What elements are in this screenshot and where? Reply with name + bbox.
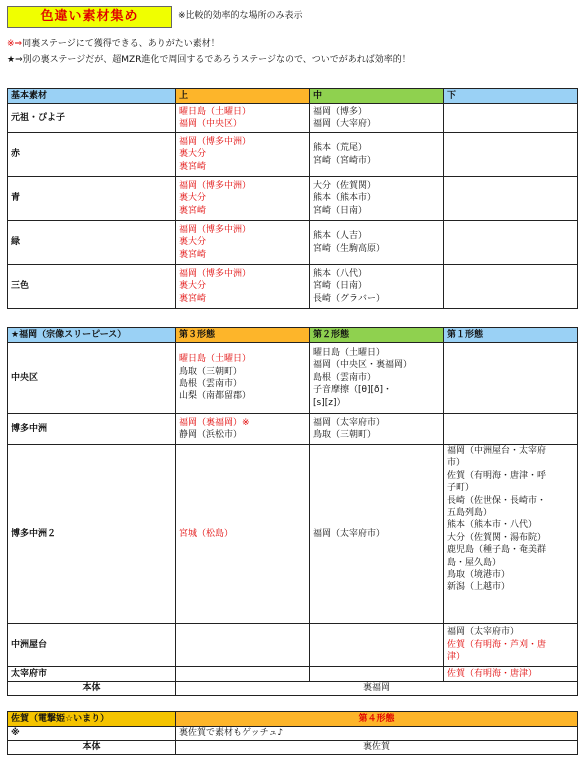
table-row: [8, 741, 578, 755]
table-row: [8, 667, 578, 682]
table-header-row: [8, 89, 578, 104]
cell-line: 裏大分: [179, 237, 207, 248]
cell-line: 鳥取（三朝町）: [179, 366, 243, 377]
footer-value: 裏福岡: [176, 682, 578, 696]
cell-line: 大分（佐賀関）: [313, 180, 377, 191]
form-2-cell: [310, 445, 444, 624]
cell-line: 宮崎（日南）: [313, 281, 368, 292]
cell-line: 鹿児島（種子島・奄美群: [447, 545, 547, 556]
table-row: [8, 104, 578, 133]
cell-line: 津）: [447, 652, 466, 663]
cell-line: 長崎（佐世保・長崎市・: [447, 495, 547, 506]
row-label: 赤: [8, 133, 176, 177]
cell-line: 曜日島（土曜日）: [179, 354, 252, 365]
cell-line: 島・屋久島）: [447, 557, 502, 568]
page-title: 色違い素材集め: [7, 6, 172, 28]
table-header-row: [8, 712, 578, 727]
cell-line: 五島列島）: [447, 508, 493, 519]
cell-line: 鳥取（境港市）: [447, 570, 511, 581]
form-3-cell: [176, 445, 310, 624]
cell-line: 島根（雲南市）: [179, 379, 243, 389]
cell-line: 裏大分: [179, 281, 207, 292]
form-3-cell: [176, 624, 310, 667]
cell-line: 新潟（上越市）: [447, 582, 511, 593]
table-row: [8, 177, 578, 221]
form-1-cell: [444, 667, 578, 682]
table-row: [8, 343, 578, 414]
row-label: 緑: [8, 221, 176, 265]
row-label: 太宰府市: [8, 667, 176, 682]
lower-cell: [444, 265, 578, 309]
header-form-2: 第２形態: [310, 328, 444, 343]
header-basic-material: 基本素材: [8, 89, 176, 104]
fukuoka-table: [7, 327, 578, 696]
cell-line: 子町）: [447, 483, 475, 494]
form-2-cell: [310, 343, 444, 414]
lower-cell: [444, 177, 578, 221]
cell-line: 裏宮崎: [179, 293, 207, 304]
lower-cell: [444, 221, 578, 265]
footer-row: [8, 682, 578, 696]
cell-line: 福岡（博多中洲）: [179, 224, 252, 235]
row-label: 中央区: [8, 343, 176, 414]
table-row: [8, 265, 578, 309]
cell-line: 市）: [447, 458, 466, 469]
cell-line: 宮崎（日南）: [313, 205, 368, 216]
lower-cell: [444, 133, 578, 177]
form-1-cell: [444, 414, 578, 445]
cell-line: 熊本（荒尾）: [313, 143, 368, 154]
row-label: 三色: [8, 265, 176, 309]
legend-mark: ※⇒: [7, 39, 23, 49]
table-row: [8, 727, 578, 741]
form-3-cell: [176, 667, 310, 682]
cell-line: 福岡（太宰府市）: [313, 417, 386, 428]
cell-line: 裏宮崎: [179, 249, 207, 260]
note-label: ※: [8, 727, 176, 741]
cell-line: 長崎（グラバー）: [313, 293, 386, 304]
upper-cell: [176, 133, 310, 177]
header-form-3: 第３形態: [176, 328, 310, 343]
row-label: 青: [8, 177, 176, 221]
cell-line: 福岡（裏福岡）※: [179, 417, 250, 428]
cell-line: 山梨（南都留郡）: [179, 391, 252, 402]
cell-line: 鳥取（三朝町）: [313, 430, 377, 440]
cell-line: 福岡（大宰府）: [313, 119, 377, 129]
cell-line: [s][z]）: [313, 397, 346, 408]
cell-line: 熊本（八代）: [313, 268, 368, 279]
cell-line: 福岡（中央区・裏福岡）: [313, 360, 413, 371]
cell-line: 大分（佐賀関・湯布院）: [447, 532, 547, 543]
middle-cell: [310, 104, 444, 133]
form-1-cell: [444, 445, 578, 624]
upper-cell: [176, 265, 310, 309]
form-3-cell: [176, 343, 310, 414]
cell-line: 曜日島（土曜日）: [179, 106, 252, 117]
form-2-cell: [310, 414, 444, 445]
form-2-cell: [310, 667, 444, 682]
form-1-cell: [444, 624, 578, 667]
lower-cell: [444, 104, 578, 133]
footer-label: 本体: [8, 741, 176, 755]
form-3-cell: [176, 414, 310, 445]
cell-line: 福岡（博多）: [313, 106, 368, 117]
table-row: [8, 445, 578, 624]
cell-line: 宮崎（生駒高原）: [313, 243, 386, 254]
footer-value: 裏佐賀: [176, 741, 578, 755]
note-value: 裏佐賀で素材もゲッチュ♪: [176, 727, 578, 741]
table-row: [8, 133, 578, 177]
cell-line: 福岡（博多中洲）: [179, 136, 252, 147]
cell-line: 裏宮崎: [179, 205, 207, 216]
upper-cell: [176, 221, 310, 265]
cell-line: 佐賀（有明海・唐津・呼: [447, 470, 547, 481]
middle-cell: [310, 221, 444, 265]
cell-line: 佐賀（有明海・唐津）: [447, 668, 538, 679]
cell-line: 福岡（博多中洲）: [179, 268, 252, 279]
table-row: [8, 414, 578, 445]
saga-table: [7, 711, 578, 755]
cell-line: 福岡（中洲屋台・太宰府: [447, 446, 547, 456]
middle-cell: [310, 265, 444, 309]
header-form-1: 第１形態: [444, 328, 578, 343]
cell-line: 裏宮崎: [179, 161, 207, 172]
basic-materials-table: [7, 88, 578, 309]
cell-line: 福岡（太宰府市）: [447, 627, 520, 638]
legend-line-2: ★⇒別の裏ステージだが、超MZR進化で周回するであろうステージなので、ついでがあれば効率的！: [7, 55, 411, 65]
cell-line: 曜日島（土曜日）: [313, 347, 386, 358]
cell-line: 福岡（博多中洲）: [179, 180, 252, 191]
header-upper: 上: [176, 89, 310, 104]
cell-line: 島根（雲南市）: [313, 372, 377, 383]
cell-line: 福岡（太宰府市）: [313, 528, 386, 539]
cell-line: 宮崎（宮崎市）: [313, 155, 377, 166]
cell-line: 熊本（人吉）: [313, 231, 368, 242]
cell-line: 佐賀（有明海・芦刈・唐: [447, 639, 547, 650]
table-row: [8, 221, 578, 265]
cell-line: 子音摩擦（[θ][ð]・: [313, 385, 393, 396]
cell-line: 静岡（浜松市）: [179, 430, 243, 440]
cell-line: 裏大分: [179, 149, 207, 160]
cell-line: 福岡（中央区）: [179, 119, 243, 129]
cell-line: 宮城（松島）: [179, 528, 234, 539]
table-row: [8, 624, 578, 667]
row-label: 元祖・ぴよ子: [8, 104, 176, 133]
footer-label: 本体: [8, 682, 176, 696]
upper-cell: [176, 104, 310, 133]
cell-line: 熊本（熊本市）: [313, 193, 377, 204]
middle-cell: [310, 133, 444, 177]
table-header-row: [8, 328, 578, 343]
efficiency-note: ※比較的効率的な場所のみ表示: [178, 11, 303, 21]
form-1-cell: [444, 343, 578, 414]
cell-line: 熊本（熊本市・八代）: [447, 520, 538, 531]
form-2-cell: [310, 624, 444, 667]
header-form-4: 第４形態: [176, 712, 578, 727]
header-saga-stage: 佐賀（電撃姫☆いまり）: [8, 712, 176, 727]
legend-line-1: [7, 38, 220, 50]
upper-cell: [176, 177, 310, 221]
header-lower: 下: [444, 89, 578, 104]
legend-text-1: 同裏ステージにて獲得できる、ありがたい素材！: [22, 39, 220, 49]
header-stage: ★福岡（宗像スリーピース）: [8, 328, 176, 343]
header-middle: 中: [310, 89, 444, 104]
cell-line: 裏大分: [179, 193, 207, 204]
row-label: 中洲屋台: [8, 624, 176, 667]
row-label: 博多中洲２: [8, 445, 176, 624]
middle-cell: [310, 177, 444, 221]
row-label: 博多中洲: [8, 414, 176, 445]
